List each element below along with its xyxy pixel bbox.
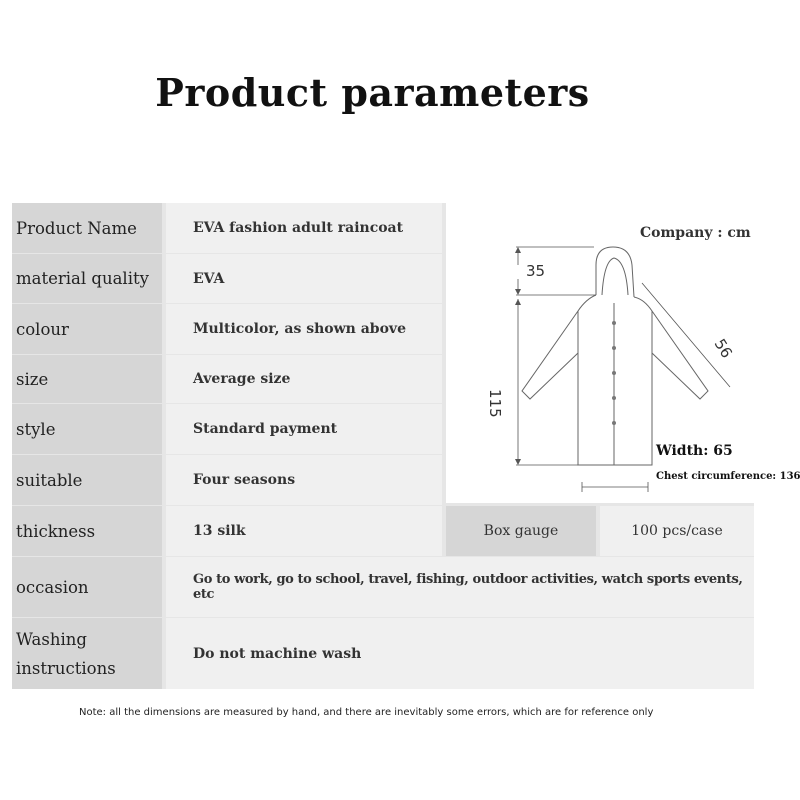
- value-style: Standard payment: [166, 404, 442, 454]
- box-gauge-label: Box gauge: [446, 506, 596, 556]
- measurement-note: Note: all the dimensions are measured by hand, and there are inevitably some errors, which are for reference only: [79, 707, 654, 718]
- label-size: size: [12, 355, 162, 403]
- label-style: style: [12, 404, 162, 454]
- hood-height-label: 35: [526, 262, 546, 280]
- label-occasion: occasion: [12, 557, 162, 617]
- raincoat-diagram: [446, 203, 754, 503]
- label-washing-instructions: Washing instructions: [12, 618, 162, 689]
- value-colour: Multicolor, as shown above: [166, 304, 442, 354]
- chest-circumference-label: Chest circumference: 136: [656, 471, 800, 482]
- value-material-quality: EVA: [166, 254, 442, 303]
- unit-label: Company : cm: [640, 225, 751, 241]
- value-suitable: Four seasons: [166, 455, 442, 505]
- value-size: Average size: [166, 355, 442, 403]
- value-washing-instructions: Do not machine wash: [166, 618, 754, 689]
- width-label: Width: 65: [656, 443, 733, 459]
- value-occasion: Go to work, go to school, travel, fishing, outdoor activities, watch sports events, etc: [166, 557, 754, 617]
- page-title: Product parameters: [155, 70, 590, 115]
- parameters-table: [12, 203, 754, 689]
- label-colour: colour: [12, 304, 162, 354]
- label-material-quality: material quality: [12, 254, 162, 303]
- label-thickness: thickness: [12, 506, 162, 556]
- total-length-label: 115: [486, 389, 504, 418]
- label-product-name: Product Name: [12, 203, 162, 253]
- label-suitable: suitable: [12, 455, 162, 505]
- sleeve-length-label: 56: [710, 335, 736, 362]
- value-product-name: EVA fashion adult raincoat: [166, 203, 442, 253]
- box-gauge-value: 100 pcs/case: [600, 506, 754, 556]
- value-thickness: 13 silk: [166, 506, 442, 556]
